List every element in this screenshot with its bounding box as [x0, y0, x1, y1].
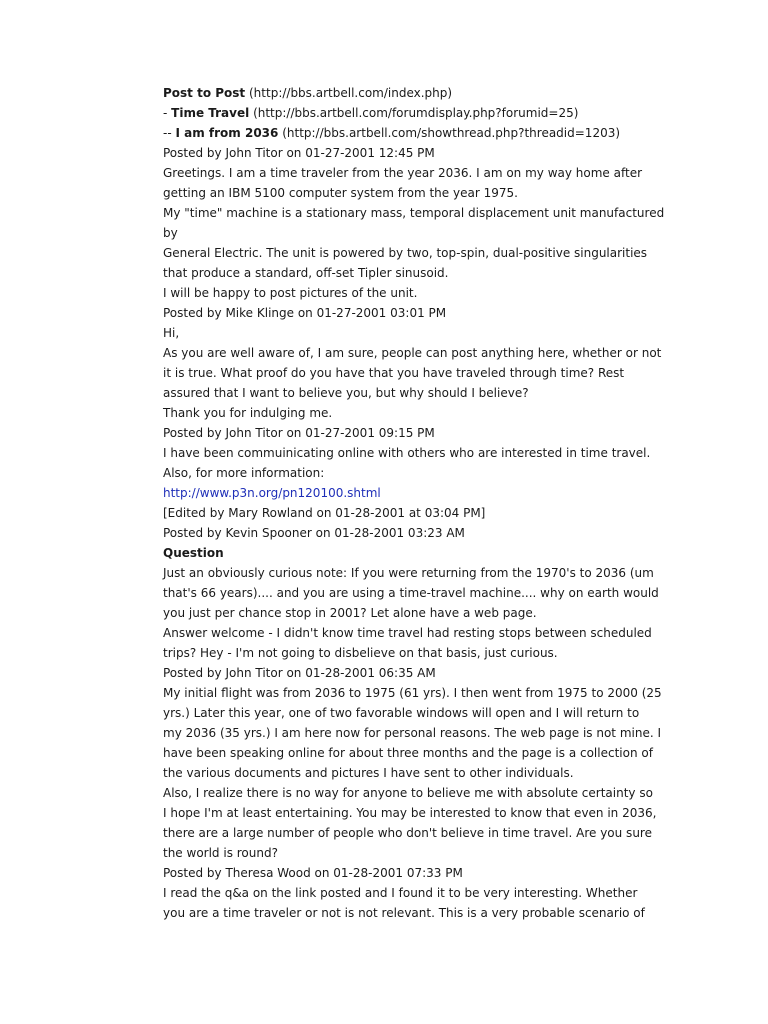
- post-text: it is true. What proof do you have that you have traveled through time? Rest: [163, 366, 625, 380]
- post-text: by: [163, 226, 178, 240]
- breadcrumb-forum-url: (http://bbs.artbell.com/index.php): [249, 86, 453, 100]
- post-meta: Posted by Theresa Wood on 01-28-2001 07:33 PM: [163, 866, 463, 880]
- post-text: getting an IBM 5100 computer system from the year 1975.: [163, 186, 518, 200]
- post-meta: Posted by Kevin Spooner on 01-28-2001 03:23 AM: [163, 526, 465, 540]
- breadcrumb-forum-title: Post to Post: [163, 86, 246, 100]
- post-text: As you are well aware of, I am sure, people can post anything here, whether or not: [163, 346, 662, 360]
- post-text: My "time" machine is a stationary mass, temporal displacement unit manufactured: [163, 206, 665, 220]
- post-text: Greetings. I am a time traveler from the year 2036. I am on my way home after: [163, 166, 643, 180]
- breadcrumb-forum: [163, 83, 683, 103]
- post-text: that's 66 years).... and you are using a time-travel machine.... why on earth would: [163, 586, 659, 600]
- post-text: you just per chance stop in 2001? Let alone have a web page.: [163, 606, 537, 620]
- post-meta: Posted by Mike Klinge on 01-27-2001 03:01 PM: [163, 306, 447, 320]
- post-text: yrs.) Later this year, one of two favorable windows will open and I will return to: [163, 706, 640, 720]
- post-text: I will be happy to post pictures of the unit.: [163, 286, 418, 300]
- post-text: my 2036 (35 yrs.) I am here now for personal reasons. The web page is not mine. I: [163, 726, 661, 740]
- breadcrumb-thread-title: I am from 2036: [175, 126, 279, 140]
- post-text: Just an obviously curious note: If you were returning from the 1970's to 2036 (um: [163, 566, 654, 580]
- post-subject: Question: [163, 546, 224, 560]
- post-text: have been speaking online for about three months and the page is a collection of: [163, 746, 653, 760]
- breadcrumb-subforum-url: (http://bbs.artbell.com/forumdisplay.php?forumid=25): [253, 106, 579, 120]
- post-text: I have been commuinicating online with others who are interested in time travel.: [163, 446, 651, 460]
- post-text: Hi,: [163, 326, 180, 340]
- post-text: Answer welcome - I didn't know time travel had resting stops between scheduled: [163, 626, 652, 640]
- post-text: trips? Hey - I'm not going to disbelieve on that basis, just curious.: [163, 646, 558, 660]
- post-text: Also, I realize there is no way for anyone to believe me with absolute certainty so: [163, 786, 653, 800]
- post-text: General Electric. The unit is powered by two, top-spin, dual-positive singularities: [163, 246, 648, 260]
- edit-note: [Edited by Mary Rowland on 01-28-2001 at 03:04 PM]: [163, 506, 486, 520]
- post-text: Thank you for indulging me.: [163, 406, 333, 420]
- breadcrumb-thread: -- I am from 2036 (http://bbs.artbell.com/showthread.php?threadid=1203): [163, 126, 621, 140]
- post-text: that produce a standard, off-set Tipler sinusoid.: [163, 266, 449, 280]
- post-meta: Posted by John Titor on 01-27-2001 09:15 PM: [163, 426, 435, 440]
- post-link[interactable]: http://www.p3n.org/pn120100.shtml: [163, 486, 381, 500]
- post-text: the various documents and pictures I have sent to other individuals.: [163, 766, 574, 780]
- breadcrumb-subforum: - Time Travel (http://bbs.artbell.com/forumdisplay.php?forumid=25): [163, 106, 579, 120]
- post-text: Also, for more information:: [163, 466, 325, 480]
- post-text: I read the q&a on the link posted and I found it to be very interesting. Whether: [163, 886, 638, 900]
- post-meta: Posted by John Titor on 01-27-2001 12:45 PM: [163, 146, 435, 160]
- post-text: you are a time traveler or not is not relevant. This is a very probable scenario of: [163, 906, 645, 920]
- post-text: assured that I want to believe you, but why should I believe?: [163, 386, 529, 400]
- post-text: My initial flight was from 2036 to 1975 (61 yrs). I then went from 1975 to 2000 (25: [163, 686, 662, 700]
- post-text: there are a large number of people who don't believe in time travel. Are you sure: [163, 826, 652, 840]
- post-text: I hope I'm at least entertaining. You may be interested to know that even in 2036,: [163, 806, 657, 820]
- post-meta: Posted by John Titor on 01-28-2001 06:35 AM: [163, 666, 436, 680]
- breadcrumb-subforum-title: Time Travel: [171, 106, 250, 120]
- breadcrumb-thread-url: (http://bbs.artbell.com/showthread.php?threadid=1203): [282, 126, 621, 140]
- post-text: the world is round?: [163, 846, 278, 860]
- forum-thread-document: [163, 83, 683, 923]
